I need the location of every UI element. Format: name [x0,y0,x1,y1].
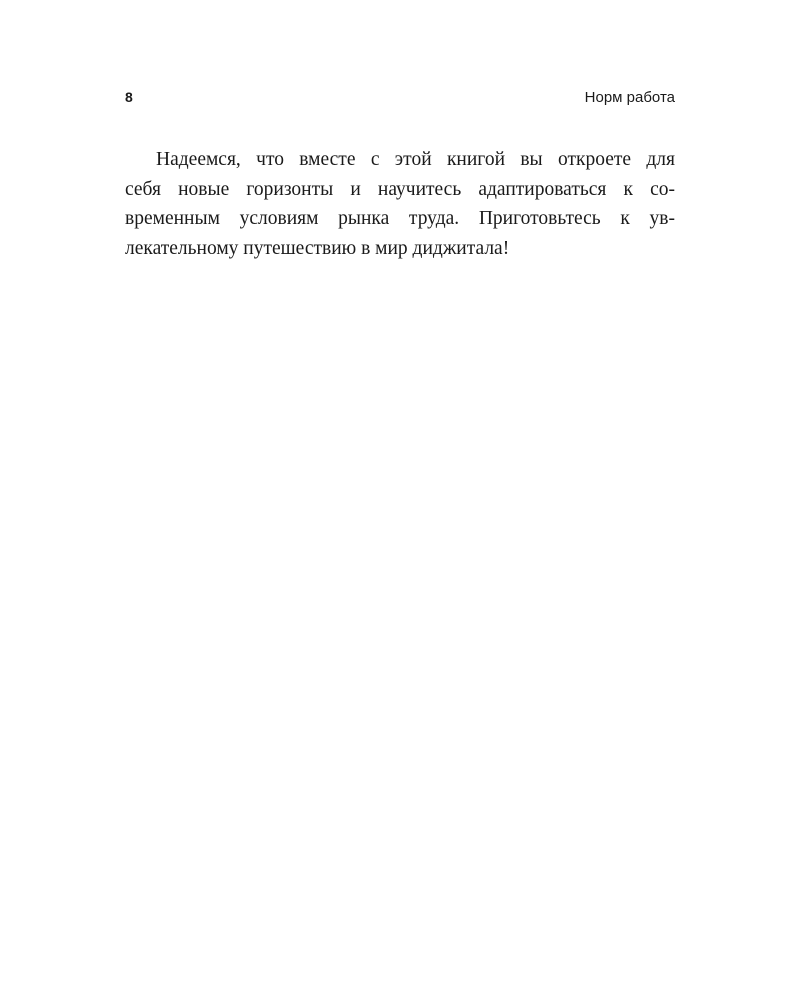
paragraph-line: Надеемся, что вместе с этой книгой вы откроете для [156,149,675,170]
page-header [125,86,675,108]
paragraph-line: лекательному путешествию в мир диджитала! [125,237,510,259]
paragraph-line: временным условиям рынка труда. Приготовьтесь к ув- [125,208,675,229]
body-paragraph [125,145,675,263]
running-title: Норм работа [584,88,675,106]
page-number: 8 [125,89,133,105]
paragraph-line: себя новые горизонты и научитесь адаптироваться к со- [125,178,675,200]
